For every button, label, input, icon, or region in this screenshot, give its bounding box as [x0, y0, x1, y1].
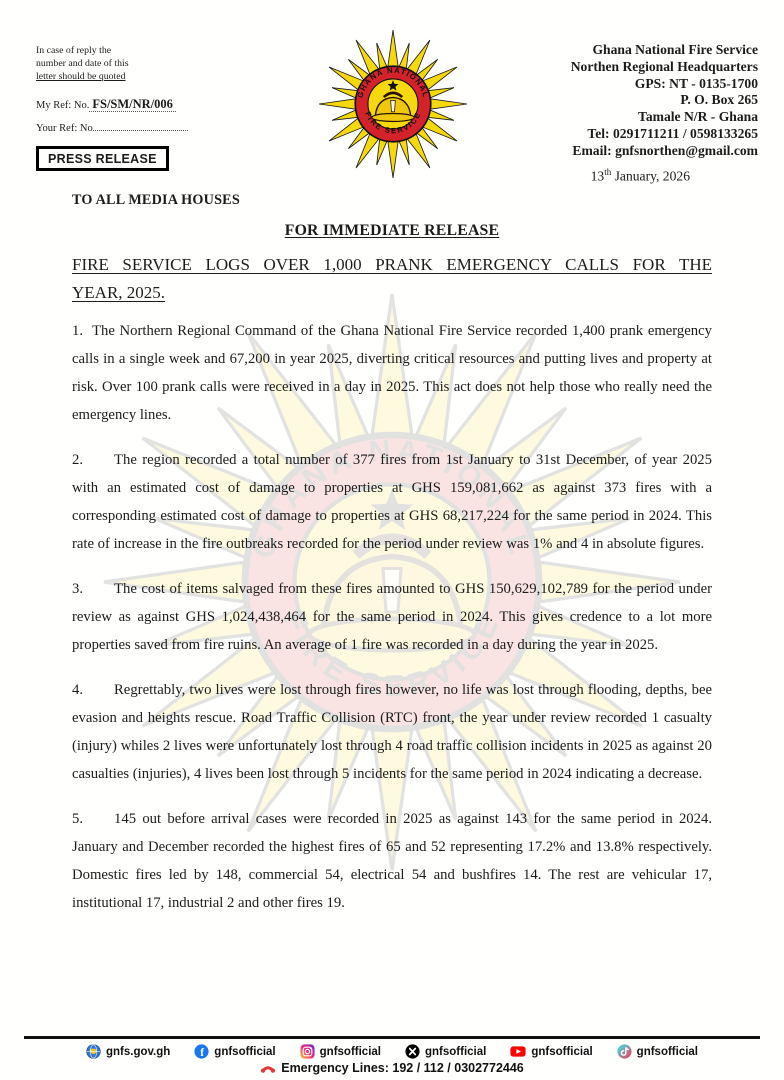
your-ref-label: Your Ref: No	[36, 123, 93, 134]
letter-body	[72, 192, 712, 934]
paragraph-5	[72, 805, 712, 917]
release-notice: FOR IMMEDIATE RELEASE	[284, 222, 500, 239]
youtube-icon	[510, 1044, 526, 1059]
my-ref-value: FS/SM/NR/006	[89, 97, 176, 112]
tiktok-icon	[617, 1044, 632, 1059]
facebook-icon	[194, 1044, 209, 1059]
paragraphs	[72, 317, 712, 917]
org-gps: GPS: NT - 0135-1700	[634, 75, 758, 91]
my-ref-line	[36, 97, 186, 112]
tiktok-label: gnfsofficial	[636, 1045, 699, 1058]
website-label: gnfs.gov.gh	[105, 1045, 171, 1058]
org-name: Ghana National Fire Service	[592, 42, 758, 57]
org-email: Email: gnfsnorthen@gmail.com	[572, 142, 758, 158]
x-link	[405, 1044, 486, 1059]
header-right-block	[571, 42, 758, 185]
org-pobox: P. O. Box 265	[680, 92, 758, 108]
date-ordinal-suffix: th	[604, 166, 612, 177]
addressee-line: TO ALL MEDIA HOUSES	[72, 192, 240, 208]
paragraph-text: Regrettably, two lives were lost through fires however, no life was lost through flooding, depths, bee evasion and heights rescue. Road Traffic Collision (RTC) front, the year under review recorded 1 casualty (injury) whiles 2 lives were unfortunately lost through 4 road traffic collision incidents in 2025 as against 20 casualties (injuries), 4 lives been lost through 5 incidents for the same period in 2024 indicating a decrease.	[72, 682, 712, 782]
reply-instruction-note	[36, 44, 186, 83]
phone-icon	[260, 1061, 276, 1075]
globe-icon	[86, 1044, 101, 1059]
reply-note-line: In case of reply the	[36, 45, 112, 56]
headline-line-1: FIRE SERVICE LOGS OVER 1,000 PRANK EMERGENCY CALLS FOR THE	[72, 255, 712, 274]
paragraph-text: 145 out before arrival cases were recorded in 2025 as against 143 for the same period in 2024. January and December recorded the highest fires of 65 and 52 representing 17.2% and 13.8% respectively. Domestic fires led by 148, commercial 54, electrical 54 and bushfires 14. The rest are vehicular 17, institutional 17, industrial 2 and other fires 19.	[72, 811, 712, 911]
date-rest: January, 2026	[611, 168, 690, 184]
paragraph-2	[72, 446, 712, 558]
my-ref-label: My Ref: No.	[36, 100, 90, 111]
youtube-label: gnfsofficial	[531, 1045, 593, 1058]
org-region: Northen Regional Headquarters	[570, 58, 758, 74]
your-ref-line	[36, 121, 186, 134]
paragraph-number: 5.	[72, 811, 84, 827]
instagram-label: gnfsofficial	[319, 1045, 381, 1058]
youtube-link	[510, 1044, 592, 1059]
paragraph-number: 4.	[72, 682, 84, 698]
your-ref-blank-dots	[93, 121, 188, 131]
header-left-block	[36, 44, 186, 171]
reply-note-line: number and date of this	[36, 58, 129, 69]
paragraph-3	[72, 575, 712, 659]
paragraph-4	[72, 676, 712, 788]
tiktok-link	[617, 1044, 698, 1059]
letter-date	[571, 164, 758, 185]
svg-text:f: f	[200, 1046, 205, 1059]
headline	[72, 251, 712, 306]
instagram-icon	[300, 1044, 315, 1059]
paragraph-text: The region recorded a total number of 377 fires from 1st January to 31st December, of year 2025 with an estimated cost of damage to properties at GHS 159,081,662 as against 373 fires with a corresponding estimated cost of damage to properties at GHS 68,217,224 for the same period in 2024. This rate of increase in the fire outbreaks recorded for the period under review was 1% and 4 in absolute figures.	[72, 452, 712, 552]
org-location: Tamale N/R - Ghana	[638, 109, 758, 125]
instagram-link	[300, 1044, 381, 1059]
x-label: gnfsofficial	[424, 1045, 487, 1058]
website-link	[86, 1044, 170, 1059]
emergency-lines-label: Emergency Lines: 192 / 112 / 0302772446	[281, 1061, 524, 1075]
paragraph-number: 3.	[72, 581, 84, 597]
footer	[0, 1036, 784, 1075]
x-icon	[405, 1044, 420, 1059]
emergency-lines-row	[0, 1061, 784, 1075]
paragraph-number: 1.	[72, 323, 84, 339]
paragraph-1	[72, 317, 712, 429]
facebook-label: gnfsofficial	[214, 1045, 276, 1058]
press-release-stamp: PRESS RELEASE	[36, 146, 169, 171]
fire-service-crest-logo	[316, 27, 470, 181]
reply-note-line: letter should be quoted	[36, 71, 126, 82]
paragraph-number: 2.	[72, 452, 84, 468]
paragraph-text: The cost of items salvaged from these fires amounted to GHS 150,629,102,789 for the period under review as against GHS 1,024,438,464 for the same period in 2024. This gives credence to a lot more properties saved from fire ruins. An average of 1 fire was recorded in a day during the year in 2025.	[72, 581, 712, 653]
paragraph-text: The Northern Regional Command of the Ghana National Fire Service recorded 1,400 prank emergency calls in a single week and 67,200 in year 2025, diverting critical resources and putting lives and property at risk. Over 100 prank calls were received in a day in 2025. This act does not help those who really need the emergency lines.	[72, 323, 712, 423]
social-links-row	[0, 1044, 784, 1059]
headline-line-2: YEAR, 2025.	[72, 282, 166, 302]
org-telephone: Tel: 0291711211 / 0598133265	[587, 125, 758, 141]
date-day: 13	[590, 168, 605, 184]
facebook-link	[194, 1044, 275, 1059]
footer-rule	[24, 1036, 760, 1039]
